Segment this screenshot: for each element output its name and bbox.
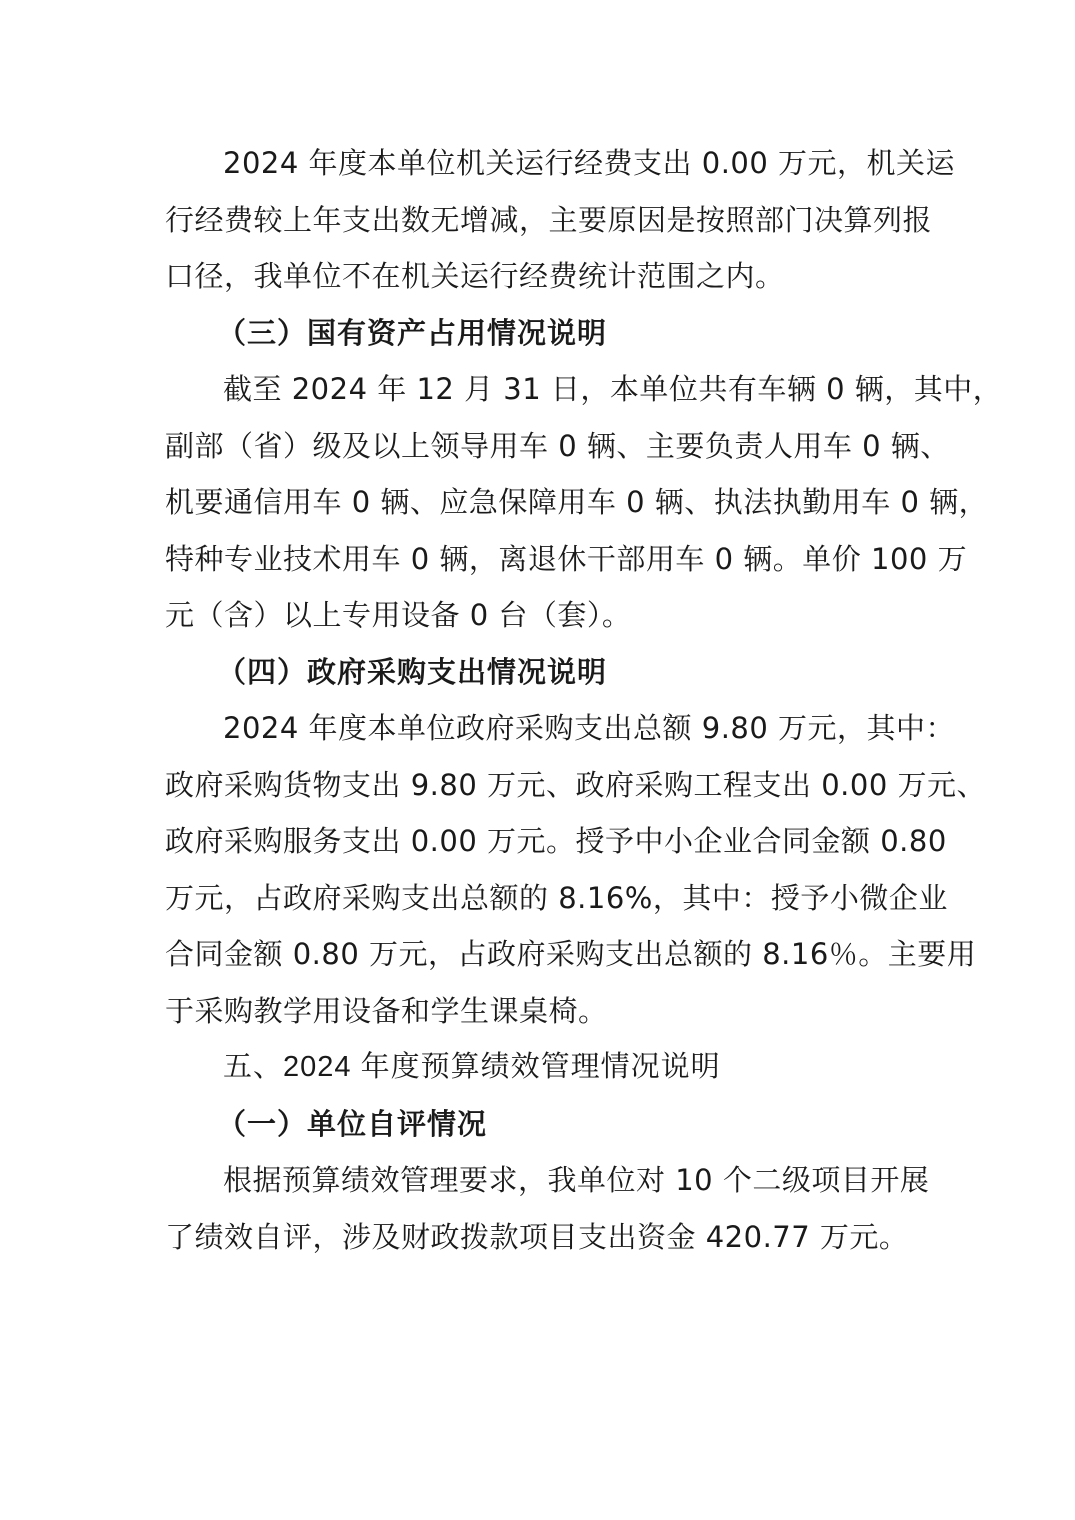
paragraph-line: 机要通信用车 0 辆、应急保障用车 0 辆、执法执勤用车 0 辆， <box>165 485 989 519</box>
paragraph-line: 副部（省）级及以上领导用车 0 辆、主要负责人用车 0 辆、 <box>165 428 950 463</box>
paragraph-vehicles <box>165 365 1003 648</box>
heading-state-assets: （三）国有资产占用情况说明 <box>217 315 608 350</box>
paragraph-line: 合同金额 0.80 万元，占政府采购支出总额的 8.16％。主要用 <box>165 937 977 971</box>
heading-government-procurement: （四）政府采购支出情况说明 <box>217 654 608 689</box>
paragraph-line: 政府采购服务支出 0.00 万元。授予中小企业合同金额 0.80 <box>165 824 947 858</box>
section-heading-performance: 五、2024 年度预算绩效管理情况说明 <box>223 1051 721 1083</box>
paragraph-line: 于采购教学用设备和学生课桌椅。 <box>165 993 608 1028</box>
paragraph-line: 元（含）以上专用设备 0 台（套）。 <box>165 598 632 632</box>
paragraph-line: 行经费较上年支出数无增减，主要原因是按照部门决算列报 <box>165 202 933 237</box>
heading-self-evaluation: （一）单位自评情况 <box>217 1106 488 1141</box>
paragraph-line: 特种专业技术用车 0 辆，离退休干部用车 0 辆。单价 100 万 <box>165 541 968 576</box>
paragraph-procurement <box>165 704 987 1043</box>
paragraph-line: 政府采购货物支出 9.80 万元、政府采购工程支出 0.00 万元、 <box>165 767 987 802</box>
paragraph-line: 2024 年度本单位政府采购支出总额 9.80 万元，其中： <box>223 711 956 745</box>
paragraph-operating-expenses <box>165 139 956 309</box>
paragraph-self-evaluation <box>165 1156 930 1269</box>
paragraph-line: 了绩效自评，涉及财政拨款项目支出资金 420.77 万元。 <box>165 1219 909 1254</box>
paragraph-line: 2024 年度本单位机关运行经费支出 0.00 万元，机关运 <box>223 146 956 180</box>
paragraph-line: 截至 2024 年 12 月 31 日，本单位共有车辆 0 辆，其中， <box>223 372 1003 406</box>
paragraph-line: 口径，我单位不在机关运行经费统计范围之内。 <box>165 259 785 293</box>
paragraph-line: 万元，占政府采购支出总额的 8.16%，其中：授予小微企业 <box>165 880 948 915</box>
paragraph-line: 根据预算绩效管理要求，我单位对 10 个二级项目开展 <box>223 1163 930 1197</box>
document-body <box>165 139 1003 1269</box>
